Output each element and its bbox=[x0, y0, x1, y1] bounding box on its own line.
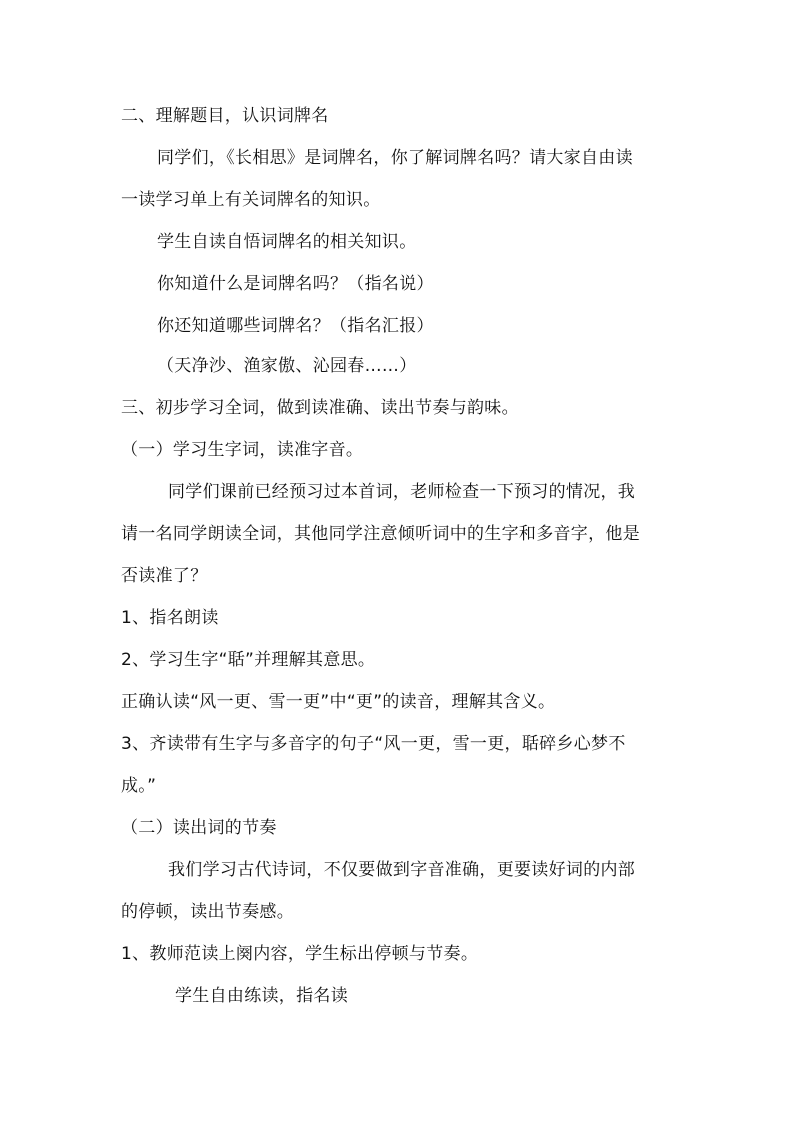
list-item: 2、学习生字“聒”并理解其意思。 bbox=[121, 650, 376, 670]
paragraph-line: （天净沙、渔家傲、沁园春……） bbox=[157, 356, 417, 376]
paragraph-line: 否读准了？ bbox=[121, 566, 208, 586]
paragraph-line: 我们学习古代诗词，不仅要做到字音准确，更要读好词的内部 bbox=[168, 860, 636, 880]
paragraph-line: 正确认读“风一更、雪一更”中“更”的读音，理解其含义。 bbox=[121, 692, 556, 712]
paragraph-line: 的停顿，读出节奏感。 bbox=[121, 902, 294, 922]
paragraph-line: 同学们课前已经预习过本首词，老师检查一下预习的情况，我 bbox=[168, 482, 636, 502]
subsection-heading-2: （二）读出词的节奏 bbox=[121, 818, 277, 838]
paragraph-line: 学生自读自悟词牌名的相关知识。 bbox=[157, 232, 417, 252]
paragraph-line: 请一名同学朗读全词，其他同学注意倾听词中的生字和多音字，他是 bbox=[121, 524, 640, 544]
paragraph-line: 成。” bbox=[121, 776, 157, 796]
paragraph-line: 你还知道哪些词牌名？（指名汇报） bbox=[157, 316, 434, 336]
list-item: 1、指名朗读 bbox=[121, 608, 219, 628]
section-heading-3: 三、初步学习全词，做到读准确、读出节奏与韵味。 bbox=[121, 398, 519, 418]
paragraph-line: 一读学习单上有关词牌名的知识。 bbox=[121, 190, 381, 210]
list-item: 1、教师范读上阕内容，学生标出停顿与节奏。 bbox=[121, 944, 479, 964]
subsection-heading-1: （一）学习生字词，读准字音。 bbox=[121, 440, 364, 460]
paragraph-line: 你知道什么是词牌名吗？（指名说） bbox=[157, 274, 434, 294]
paragraph-line: 同学们，《长相思》是词牌名，你了解词牌名吗？请大家自由读 bbox=[157, 148, 633, 168]
section-heading-2: 二、理解题目，认识词牌名 bbox=[121, 106, 329, 126]
list-item: 3、齐读带有生字与多音字的句子“风一更，雪一更，聒碎乡心梦不 bbox=[121, 734, 626, 754]
paragraph-line: 学生自由练读，指名读 bbox=[175, 986, 348, 1006]
